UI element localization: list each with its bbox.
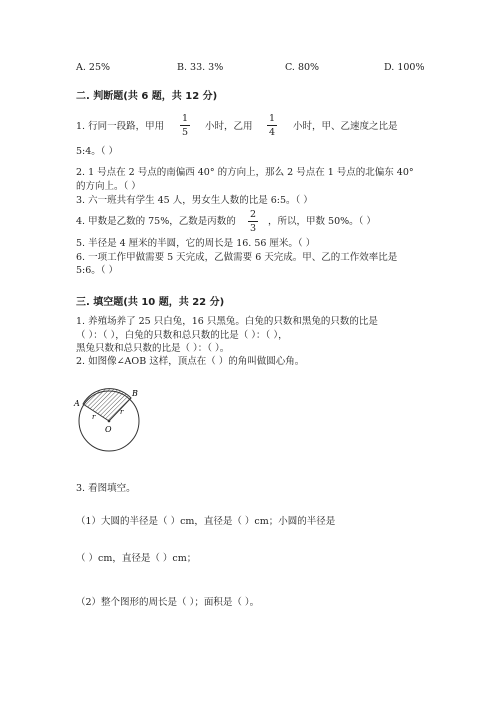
s2-q1-part3: 小时，甲、乙速度之比是 [293,121,398,132]
s2-q6-line2: 5:6。（ ） [76,265,119,276]
s2-q4-part1: 4. 甲数是乙数的 75%，乙数是丙数的 [76,216,236,227]
s3-q2: 2. 如图像∠AOB 这样，顶点在（ ）的角叫做圆心角。 [76,356,305,367]
label-r-left: r [92,413,96,421]
s2-q1-line2: 5:4。（ ） [76,146,119,157]
s2-q2-line1: 2. 1 号点在 2 号点的南偏西 40° 的方向上，那么 2 号点在 1 号点的北偏东 40° [76,167,414,178]
s3-q3-sub1-line1: （1）大圆的半径是（ ）cm，直径是（ ）cm；小圆的半径是 [76,516,336,527]
label-b: B [132,389,138,398]
option-c: C. 80% [285,62,320,73]
sector-shaded [83,389,131,421]
label-r-right: r [120,408,124,416]
s2-q4-fraction [247,209,259,234]
s3-q1-line3: 黑兔只数和总只数的比是（ ）：（ ）。 [76,343,230,354]
s2-q5: 5. 半径是 4 厘米的半圆，它的周长是 16. 56 厘米。（ ） [76,238,316,249]
fraction-denominator: 3 [249,223,257,234]
s2-q1-fraction-2 [266,113,278,138]
s2-q4-part2: ，所以，甲数 50%。（ ） [268,216,376,227]
center-point [108,420,111,423]
s2-q1-fraction-1 [179,113,191,138]
fraction-bar [267,125,277,126]
fraction-denominator: 4 [268,127,276,138]
s3-q1-line2: （ ）：（ ），白兔的只数和总只数的比是（ ）：（ ）， [76,330,288,341]
label-a: A [74,399,80,408]
s2-q6-line1: 6. 一项工作甲做需要 5 天完成，乙做需要 6 天完成。甲、乙的工作效率比是 [76,252,398,263]
fraction-denominator: 5 [181,127,189,138]
option-b: B. 33. 3% [177,62,224,73]
s3-q3-sub2: （2）整个图形的周长是（ ）；面积是（ ）。 [76,597,260,608]
s3-q3-sub1-line2: （ ）cm，直径是（ ）cm； [76,553,197,564]
central-angle-figure [70,386,150,456]
fraction-numerator: 1 [181,113,189,124]
fraction-numerator: 2 [249,209,257,220]
s3-q3-line1: 3. 看图填空。 [76,483,136,494]
s2-q2-line2: 的方向上。（ ） [76,181,141,192]
option-a: A. 25% [76,62,111,73]
section2-heading: 二. 判断题(共 6 题，共 12 分) [76,91,218,102]
fraction-bar [180,125,190,126]
option-d: D. 100% [384,62,425,73]
s2-q1-part2: 小时，乙用 [205,121,253,132]
s3-q1-line1: 1. 养殖场养了 25 只白兔，16 只黑兔。白兔的只数和黑兔的只数的比是 [76,316,378,327]
s2-q1-part1: 1. 行同一段路，甲用 [76,121,165,132]
fraction-numerator: 1 [268,113,276,124]
fraction-bar [248,221,258,222]
s2-q3: 3. 六一班共有学生 45 人，男女生人数的比是 6:5。（ ） [76,195,313,206]
label-o: O [105,425,112,434]
section3-heading: 三. 填空题(共 10 题，共 22 分) [76,297,225,308]
